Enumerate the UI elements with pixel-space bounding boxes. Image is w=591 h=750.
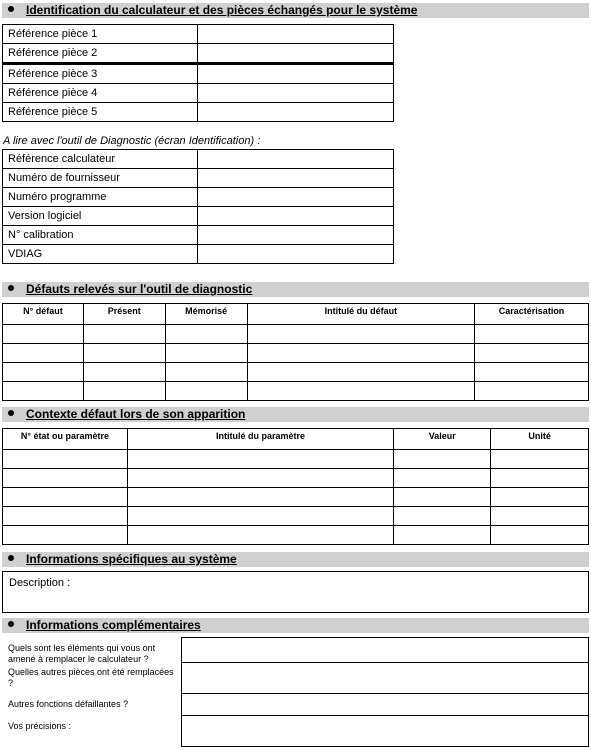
table-cell[interactable] xyxy=(3,344,84,363)
table-cell[interactable] xyxy=(491,469,589,488)
table-cell[interactable] xyxy=(475,382,589,401)
question-other-parts: Quelles autres pièces ont été remplacées ? xyxy=(8,667,174,688)
diagnostic-identification-table xyxy=(2,149,394,264)
table-cell[interactable] xyxy=(127,469,394,488)
table-cell[interactable] xyxy=(165,363,247,382)
table-cell[interactable] xyxy=(247,382,474,401)
table-cell[interactable] xyxy=(3,488,128,507)
table-row xyxy=(3,226,394,245)
section-ident-header xyxy=(2,3,589,18)
row-label: Référence pièce 1 xyxy=(3,25,198,44)
table-row xyxy=(3,64,394,84)
table-cell[interactable] xyxy=(247,325,474,344)
table-row xyxy=(3,325,589,344)
table-row xyxy=(3,488,589,507)
table-row xyxy=(3,103,394,122)
table-cell[interactable] xyxy=(3,526,128,545)
part-reference-4-field[interactable] xyxy=(197,84,393,103)
table-row xyxy=(3,507,589,526)
table-row xyxy=(3,44,394,64)
table-cell[interactable] xyxy=(394,488,491,507)
row-label: N° calibration xyxy=(3,226,198,245)
table-row xyxy=(3,84,394,103)
calibration-number-field[interactable] xyxy=(197,226,393,245)
table-cell[interactable] xyxy=(83,344,165,363)
section-contexte-header xyxy=(2,407,589,422)
faults-table xyxy=(2,303,589,401)
table-cell[interactable] xyxy=(165,325,247,344)
table-row xyxy=(3,169,394,188)
section-defauts-header xyxy=(2,282,589,297)
table-cell[interactable] xyxy=(3,507,128,526)
description-label: Description : xyxy=(9,577,71,589)
part-reference-2-field[interactable] xyxy=(197,44,393,64)
section-ident-title: Identification du calculateur et des pièces échangés pour le système xyxy=(26,3,418,17)
table-cell[interactable] xyxy=(3,382,84,401)
table-cell[interactable] xyxy=(247,363,474,382)
table-cell[interactable] xyxy=(491,526,589,545)
ecu-reference-field[interactable] xyxy=(197,150,393,169)
answer-replacement-reason-field[interactable] xyxy=(182,638,588,663)
section-specifiques-title: Informations spécifiques au système xyxy=(26,552,237,566)
table-cell[interactable] xyxy=(491,488,589,507)
table-cell[interactable] xyxy=(3,325,84,344)
question-details: Vos précisions : xyxy=(8,721,72,731)
table-cell[interactable] xyxy=(247,344,474,363)
column-header: Unité xyxy=(491,429,589,450)
part-reference-1-field[interactable] xyxy=(197,25,393,44)
table-cell[interactable] xyxy=(394,469,491,488)
table-header-row xyxy=(3,429,589,450)
software-version-field[interactable] xyxy=(197,207,393,226)
row-label: Référence pièce 2 xyxy=(3,44,198,64)
table-row xyxy=(3,363,589,382)
row-label: Référence pièce 4 xyxy=(3,84,198,103)
part-reference-3-field[interactable] xyxy=(197,64,393,84)
column-header: Caractérisation xyxy=(475,304,589,325)
fault-context-table xyxy=(2,428,589,545)
table-cell[interactable] xyxy=(3,450,128,469)
table-cell[interactable] xyxy=(3,363,84,382)
table-row xyxy=(3,25,394,44)
row-label: Numéro de fournisseur xyxy=(3,169,198,188)
table-cell[interactable] xyxy=(491,450,589,469)
table-cell[interactable] xyxy=(83,382,165,401)
section-complementaires-header xyxy=(2,618,589,633)
table-cell[interactable] xyxy=(491,507,589,526)
answers-box xyxy=(181,637,589,747)
table-cell[interactable] xyxy=(475,325,589,344)
table-row xyxy=(3,150,394,169)
table-cell[interactable] xyxy=(394,526,491,545)
column-header: N° état ou paramètre xyxy=(3,429,128,450)
section-contexte-title: Contexte défaut lors de son apparition xyxy=(26,407,246,421)
table-cell[interactable] xyxy=(475,363,589,382)
table-cell[interactable] xyxy=(165,382,247,401)
description-field[interactable] xyxy=(2,571,589,613)
table-row xyxy=(3,450,589,469)
table-row xyxy=(3,382,589,401)
diagnostic-note: A lire avec l'outil de Diagnostic (écran Identification) : xyxy=(3,135,261,147)
table-cell[interactable] xyxy=(83,325,165,344)
column-header: Intitulé du défaut xyxy=(247,304,474,325)
question-replacement-reason: Quels sont les éléments qui vous ont amené à remplacer le calculateur ? xyxy=(8,643,156,664)
bullet-icon xyxy=(8,621,14,627)
row-label: Référence pièce 3 xyxy=(3,64,198,84)
answer-other-parts-field[interactable] xyxy=(182,663,588,694)
section-specifiques-header xyxy=(2,552,589,567)
section-complementaires-title: Informations complémentaires xyxy=(26,618,201,632)
row-label: Numéro programme xyxy=(3,188,198,207)
supplier-number-field[interactable] xyxy=(197,169,393,188)
table-row xyxy=(3,526,589,545)
answer-details-field[interactable] xyxy=(182,716,588,746)
table-cell[interactable] xyxy=(127,450,394,469)
column-header: Mémorisé xyxy=(165,304,247,325)
table-cell[interactable] xyxy=(3,469,128,488)
table-row xyxy=(3,245,394,264)
section-defauts-title: Défauts relevés sur l'outil de diagnostic xyxy=(26,282,253,296)
table-cell[interactable] xyxy=(127,507,394,526)
table-row xyxy=(3,469,589,488)
table-cell[interactable] xyxy=(127,488,394,507)
table-row xyxy=(3,344,589,363)
column-header: Valeur xyxy=(394,429,491,450)
question-other-failures: Autres fonctions défaillantes ? xyxy=(8,699,129,709)
vdiag-field[interactable] xyxy=(197,245,393,264)
bullet-icon xyxy=(8,285,14,291)
table-row xyxy=(3,188,394,207)
bullet-icon xyxy=(8,410,14,416)
table-header-row xyxy=(3,304,589,325)
row-label: Référence calculateur xyxy=(3,150,198,169)
row-label: VDIAG xyxy=(3,245,198,264)
table-cell[interactable] xyxy=(475,344,589,363)
row-label: Référence pièce 5 xyxy=(3,103,198,122)
answer-other-failures-field[interactable] xyxy=(182,694,588,716)
table-cell[interactable] xyxy=(83,363,165,382)
part-reference-table xyxy=(2,24,394,122)
column-header: Intitulé du paramètre xyxy=(127,429,394,450)
bullet-icon xyxy=(8,6,14,12)
table-cell[interactable] xyxy=(127,526,394,545)
part-reference-5-field[interactable] xyxy=(197,103,393,122)
column-header: Présent xyxy=(83,304,165,325)
row-label: Version logiciel xyxy=(3,207,198,226)
bullet-icon xyxy=(8,555,14,561)
table-cell[interactable] xyxy=(394,450,491,469)
column-header: N° défaut xyxy=(3,304,84,325)
program-number-field[interactable] xyxy=(197,188,393,207)
table-cell[interactable] xyxy=(165,344,247,363)
table-cell[interactable] xyxy=(394,507,491,526)
table-row xyxy=(3,207,394,226)
